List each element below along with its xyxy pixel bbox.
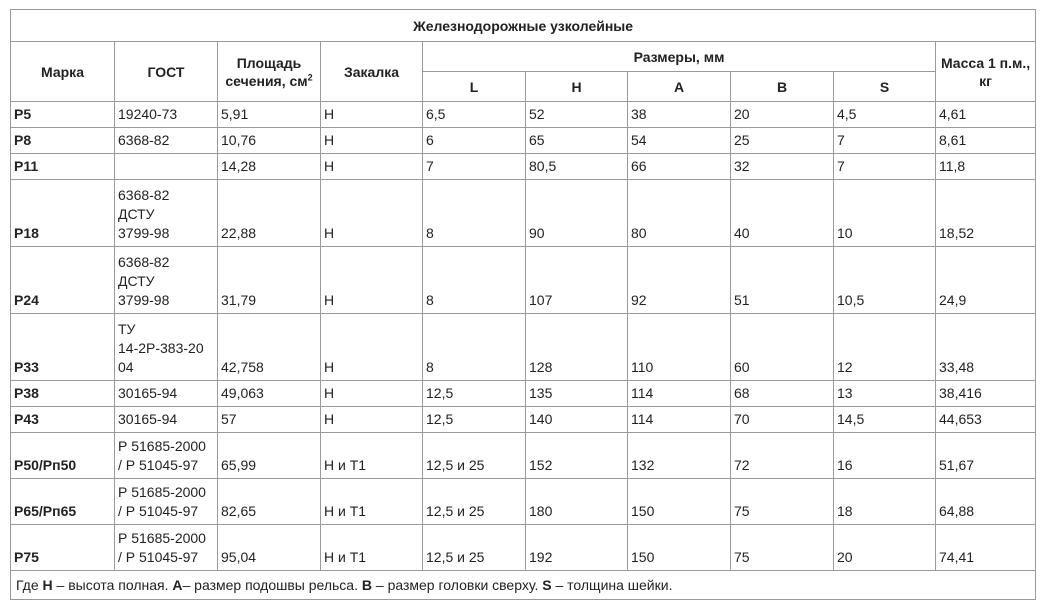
cell-mark: Р8 (11, 128, 115, 154)
note-symbol-h: H (42, 577, 53, 593)
cell-gost (115, 433, 218, 479)
header-B: B (731, 72, 834, 102)
cell-B: 60 (731, 314, 834, 381)
cell-H: 107 (526, 247, 628, 314)
gost-line: / Р 51045-97 (118, 503, 199, 519)
cell-mass: 24,9 (936, 247, 1036, 314)
cell-area: 49,063 (218, 381, 321, 407)
note-symbol-b: B (361, 577, 372, 593)
cell-A: 110 (628, 314, 731, 381)
note-text-4: – размер головки сверху. (372, 577, 543, 593)
cell-mark: Р75 (11, 525, 115, 571)
cell-mass: 18,52 (936, 180, 1036, 247)
gost-line: Р 51685-2000 (118, 530, 206, 546)
cell-area: 95,04 (218, 525, 321, 571)
cell-mark: Р5 (11, 102, 115, 128)
cell-hardening: Н (321, 407, 423, 433)
gost-line: / Р 51045-97 (118, 549, 199, 565)
cell-B: 75 (731, 525, 834, 571)
cell-mass: 64,88 (936, 479, 1036, 525)
cell-B: 72 (731, 433, 834, 479)
gost-line: 3799-98 (118, 292, 170, 308)
cell-gost (115, 407, 218, 433)
cell-A: 38 (628, 102, 731, 128)
cell-area: 22,88 (218, 180, 321, 247)
cell-S: 18 (834, 479, 936, 525)
cell-area: 82,65 (218, 479, 321, 525)
note-symbol-a: A (172, 577, 183, 593)
cell-hardening: Н и Т1 (321, 525, 423, 571)
cell-A: 54 (628, 128, 731, 154)
cell-mass: 8,61 (936, 128, 1036, 154)
note-text-5: – толщина шейки. (551, 577, 673, 593)
cell-mass: 38,416 (936, 381, 1036, 407)
cell-H: 135 (526, 381, 628, 407)
cell-mark: Р43 (11, 407, 115, 433)
cell-area: 5,91 (218, 102, 321, 128)
cell-gost (115, 102, 218, 128)
cell-area: 31,79 (218, 247, 321, 314)
cell-mark: Р11 (11, 154, 115, 180)
note-text-2: – высота полная. (52, 577, 173, 593)
gost-line (118, 157, 214, 176)
gost-line: Р 51685-2000 (118, 438, 206, 454)
cell-A: 114 (628, 407, 731, 433)
cell-S: 12 (834, 314, 936, 381)
cell-mass: 33,48 (936, 314, 1036, 381)
cell-B: 20 (731, 102, 834, 128)
gost-line: / Р 51045-97 (118, 457, 199, 473)
header-S: S (834, 72, 936, 102)
header-gost: ГОСТ (115, 42, 218, 102)
header-A: A (628, 72, 731, 102)
cell-gost (115, 314, 218, 381)
gost-line: ДСТУ (118, 273, 155, 289)
cell-hardening: Н (321, 128, 423, 154)
cell-mark: Р38 (11, 381, 115, 407)
cell-mass: 74,41 (936, 525, 1036, 571)
cell-A: 150 (628, 479, 731, 525)
header-hardening: Закалка (321, 42, 423, 102)
cell-gost (115, 247, 218, 314)
cell-hardening: Н (321, 314, 423, 381)
cell-A: 114 (628, 381, 731, 407)
cell-gost (115, 154, 218, 180)
cell-H: 152 (526, 433, 628, 479)
table-body (11, 102, 1036, 571)
cell-mark: Р24 (11, 247, 115, 314)
header-sizes: Размеры, мм (423, 42, 936, 72)
gost-line: 30165-94 (118, 385, 178, 401)
cell-S: 7 (834, 128, 936, 154)
gost-line: Р 51685-2000 (118, 484, 206, 500)
note-text-1: Где (16, 577, 43, 593)
cell-hardening: Н (321, 154, 423, 180)
cell-hardening: Н (321, 180, 423, 247)
rails-table (10, 9, 1036, 600)
table-row (11, 479, 1036, 525)
cell-hardening: Н и Т1 (321, 433, 423, 479)
cell-A: 150 (628, 525, 731, 571)
cell-A: 132 (628, 433, 731, 479)
cell-mark: Р65/Рп65 (11, 479, 115, 525)
table-row (11, 314, 1036, 381)
gost-line: 14-2Р-383-20 (118, 340, 204, 356)
cell-area: 42,758 (218, 314, 321, 381)
cell-L: 6,5 (423, 102, 526, 128)
cell-gost (115, 525, 218, 571)
gost-line: 6368-82 (118, 254, 170, 270)
cell-S: 10,5 (834, 247, 936, 314)
cell-S: 4,5 (834, 102, 936, 128)
cell-L: 8 (423, 247, 526, 314)
cell-A: 80 (628, 180, 731, 247)
table-row (11, 154, 1036, 180)
cell-area: 10,76 (218, 128, 321, 154)
header-mass: Масса 1 п.м., кг (936, 42, 1036, 102)
cell-area: 14,28 (218, 154, 321, 180)
cell-S: 13 (834, 381, 936, 407)
header-area-sup: 2 (307, 71, 313, 82)
gost-line: ТУ (118, 321, 136, 337)
cell-H: 65 (526, 128, 628, 154)
cell-mass: 11,8 (936, 154, 1036, 180)
cell-mass: 44,653 (936, 407, 1036, 433)
cell-L: 12,5 (423, 381, 526, 407)
cell-H: 140 (526, 407, 628, 433)
cell-L: 7 (423, 154, 526, 180)
cell-gost (115, 180, 218, 247)
cell-H: 128 (526, 314, 628, 381)
cell-A: 92 (628, 247, 731, 314)
cell-B: 25 (731, 128, 834, 154)
cell-L: 12,5 и 25 (423, 433, 526, 479)
cell-S: 14,5 (834, 407, 936, 433)
cell-H: 80,5 (526, 154, 628, 180)
cell-B: 51 (731, 247, 834, 314)
cell-B: 32 (731, 154, 834, 180)
cell-S: 20 (834, 525, 936, 571)
header-area (218, 42, 321, 102)
cell-mass: 4,61 (936, 102, 1036, 128)
cell-S: 16 (834, 433, 936, 479)
cell-mark: Р33 (11, 314, 115, 381)
cell-mass: 51,67 (936, 433, 1036, 479)
cell-H: 180 (526, 479, 628, 525)
cell-L: 6 (423, 128, 526, 154)
table-row (11, 180, 1036, 247)
table-note (11, 571, 1036, 600)
cell-B: 70 (731, 407, 834, 433)
table-row (11, 433, 1036, 479)
cell-A: 66 (628, 154, 731, 180)
cell-B: 40 (731, 180, 834, 247)
table-row (11, 247, 1036, 314)
cell-S: 10 (834, 180, 936, 247)
table-row (11, 128, 1036, 154)
cell-L: 12,5 и 25 (423, 479, 526, 525)
note-text-3: – размер подошвы рельса. (182, 577, 362, 593)
table-row (11, 525, 1036, 571)
cell-gost (115, 381, 218, 407)
gost-line: 6368-82 (118, 132, 170, 148)
cell-gost (115, 128, 218, 154)
cell-H: 52 (526, 102, 628, 128)
note-symbol-s: S (542, 577, 552, 593)
gost-line: 19240-73 (118, 106, 178, 122)
cell-hardening: Н (321, 247, 423, 314)
gost-line: ДСТУ (118, 206, 155, 222)
header-mark: Марка (11, 42, 115, 102)
header-L: L (423, 72, 526, 102)
cell-S: 7 (834, 154, 936, 180)
cell-L: 12,5 и 25 (423, 525, 526, 571)
cell-area: 65,99 (218, 433, 321, 479)
table-row (11, 102, 1036, 128)
cell-H: 90 (526, 180, 628, 247)
gost-line: 04 (118, 359, 134, 375)
cell-area: 57 (218, 407, 321, 433)
cell-H: 192 (526, 525, 628, 571)
header-area-label: Площадь сечения, см (225, 54, 308, 89)
gost-line: 30165-94 (118, 411, 178, 427)
cell-gost (115, 479, 218, 525)
cell-B: 75 (731, 479, 834, 525)
cell-mark: Р50/Рп50 (11, 433, 115, 479)
header-H: H (526, 72, 628, 102)
gost-line: 3799-98 (118, 225, 170, 241)
rails-table-container (10, 9, 1036, 600)
cell-hardening: Н (321, 381, 423, 407)
cell-L: 12,5 (423, 407, 526, 433)
cell-B: 68 (731, 381, 834, 407)
table-row (11, 407, 1036, 433)
cell-hardening: Н и Т1 (321, 479, 423, 525)
cell-L: 8 (423, 180, 526, 247)
cell-hardening: Н (321, 102, 423, 128)
table-title: Железнодорожные узколейные (11, 10, 1036, 42)
cell-L: 8 (423, 314, 526, 381)
cell-mark: Р18 (11, 180, 115, 247)
table-row (11, 381, 1036, 407)
gost-line: 6368-82 (118, 187, 170, 203)
